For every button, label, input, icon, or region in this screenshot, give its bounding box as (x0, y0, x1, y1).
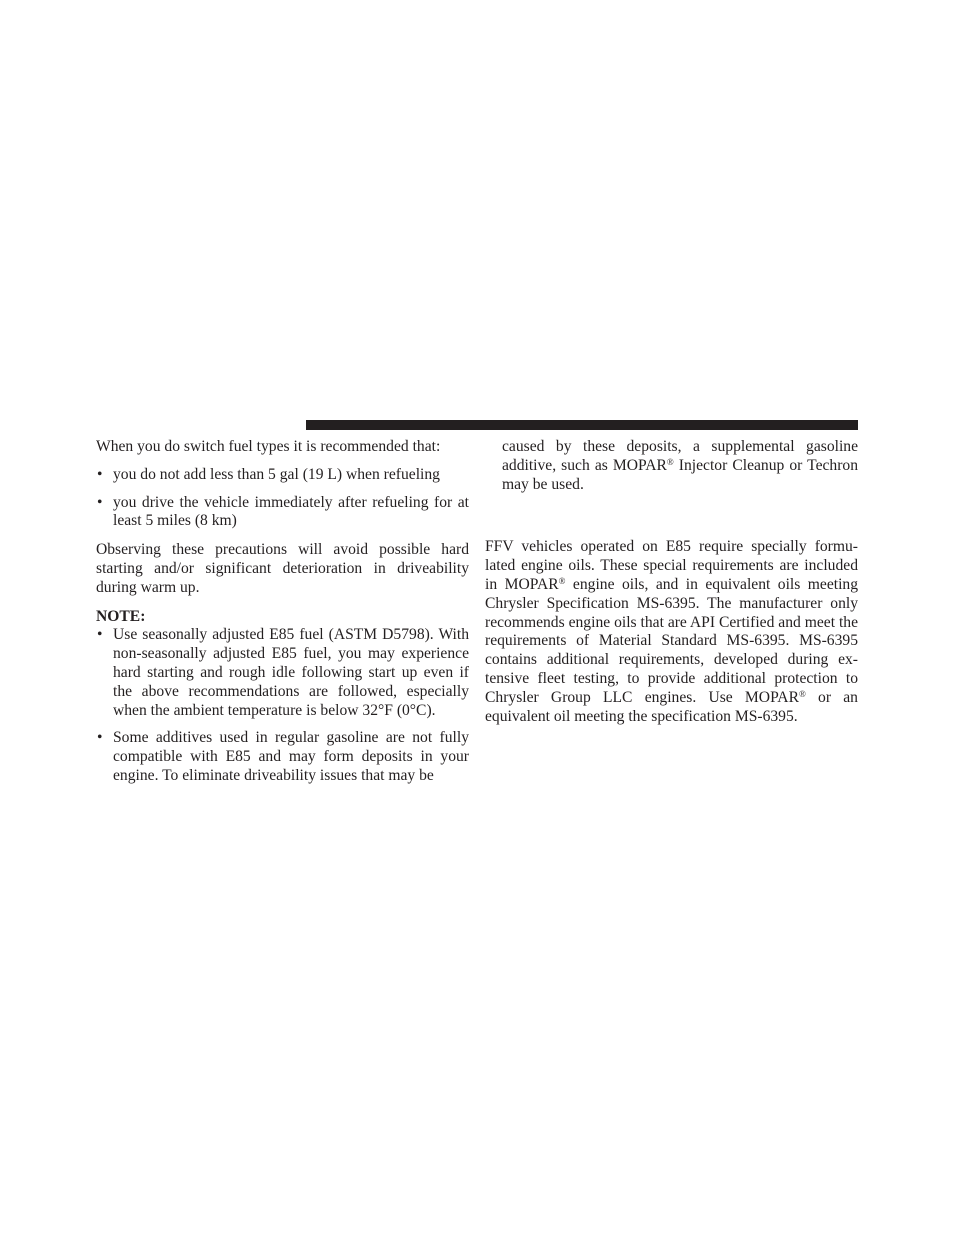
registered-mark: ® (666, 456, 674, 467)
bullet-text: you do not add less than 5 gal (19 L) when refueling (113, 465, 440, 483)
list-item (96, 626, 469, 720)
note-text: Some additives used in regular gasoline are not fully compatible with E85 and may form deposits in your engine. To eliminate driveability issues that may be (113, 729, 469, 784)
list-item (96, 466, 469, 485)
registered-mark: ® (798, 688, 806, 699)
heading-space (485, 494, 858, 538)
engine-oil-paragraph (485, 538, 858, 726)
bullet-icon: • (97, 729, 103, 747)
continuation-paragraph (485, 438, 858, 494)
list-item (96, 729, 469, 785)
oil-text-c: or an equivalent oil meeting the specification MS-6395. (485, 688, 858, 725)
oil-text-b: engine oils, and in equivalent oils meeting Chrysler Specification MS-6395. The manufacturer only recommends engine oils that are API Certified and meet the requirements of Material Standard MS-6395. MS-6395 contains additional requirements, developed during ex-tensive fleet testing, to provide additional protection to Chrysler Group LLC engines. Use MOPAR (485, 575, 859, 706)
right-column (485, 438, 858, 726)
continuation-text-b: Injector Cleanup or Techron may be used. (502, 456, 858, 493)
bullet-text: you drive the vehicle immediately after refueling for at least 5 miles (8 km) (113, 493, 469, 530)
section-header-bar (306, 420, 858, 430)
oil-text-a: FFV vehicles operated on E85 require specially formu-lated engine oils. These special requirements are included in MOPAR (485, 538, 858, 593)
list-item (96, 494, 469, 532)
bullet-icon: • (97, 626, 103, 644)
left-column (96, 438, 469, 786)
precautions-paragraph: Observing these precautions will avoid possible hard starting and/or significant deterioration in driveability during warm up. (96, 541, 469, 596)
note-text: Use seasonally adjusted E85 fuel (ASTM D5798). With non-seasonally adjusted E85 fuel, you may experience hard starting and rough idle following start up even if the above recommendations are followed, especially when the ambient temperature is below 32°F (0°C). (113, 626, 469, 719)
continuation-text-a: caused by these deposits, a supplemental gasoline additive, such as MOPAR (502, 438, 858, 474)
bullet-icon: • (97, 493, 103, 511)
registered-mark: ® (558, 575, 566, 586)
intro-paragraph: When you do switch fuel types it is recommended that: (96, 438, 441, 455)
bullet-icon: • (97, 465, 103, 483)
note-label: NOTE: (96, 607, 146, 625)
